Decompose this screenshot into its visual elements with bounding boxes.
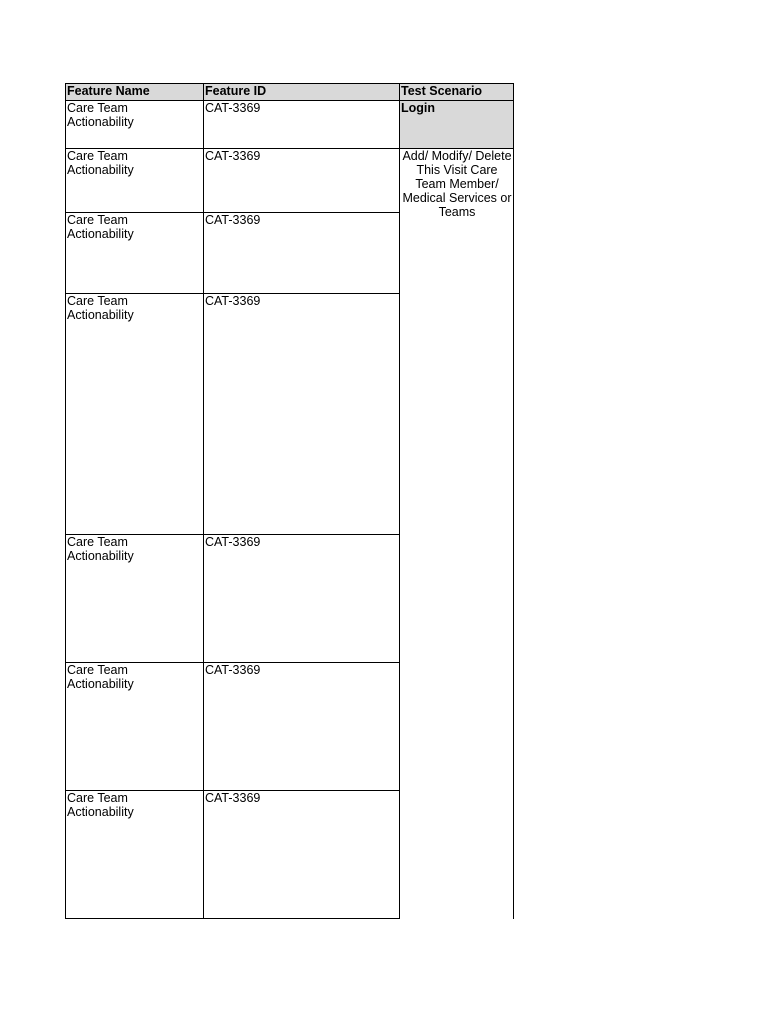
grid-line (65, 790, 400, 791)
grid-line (399, 83, 400, 919)
grid-line (65, 83, 66, 919)
grid-line (203, 83, 204, 919)
row-7-feature-name: Care Team Actionability (67, 791, 134, 819)
header-feature-name: Feature Name (67, 84, 150, 98)
row-2-feature-name: Care Team Actionability (67, 149, 134, 177)
grid-line (65, 83, 514, 84)
grid-line (513, 83, 514, 919)
grid-line (65, 148, 514, 149)
row-1-feature-id: CAT-3369 (205, 101, 261, 115)
merged-scenario-text: Add/ Modify/ Delete This Visit Care Team Member/ Medical Services or Teams (402, 149, 512, 219)
row-3-feature-id: CAT-3369 (205, 213, 261, 227)
row-6-feature-name: Care Team Actionability (67, 663, 134, 691)
header-feature-id: Feature ID (205, 84, 267, 98)
grid-line (65, 534, 400, 535)
row-2-feature-id: CAT-3369 (205, 149, 261, 163)
row-4-feature-id: CAT-3369 (205, 294, 261, 308)
grid-line (65, 662, 400, 663)
row-7-feature-id: CAT-3369 (205, 791, 261, 805)
grid-line (65, 918, 400, 919)
header-test-scenario: Test Scenario (401, 84, 483, 98)
grid-line (65, 100, 514, 101)
row-1-scenario-login: Login (401, 101, 436, 115)
row-6-feature-id: CAT-3369 (205, 663, 261, 677)
row-1-feature-name: Care Team Actionability (67, 101, 134, 129)
grid-line (65, 212, 400, 213)
grid-line (65, 293, 400, 294)
row-4-feature-name: Care Team Actionability (67, 294, 134, 322)
row-5-feature-id: CAT-3369 (205, 535, 261, 549)
row-5-feature-name: Care Team Actionability (67, 535, 134, 563)
spreadsheet-table (65, 83, 514, 919)
row-3-feature-name: Care Team Actionability (67, 213, 134, 241)
